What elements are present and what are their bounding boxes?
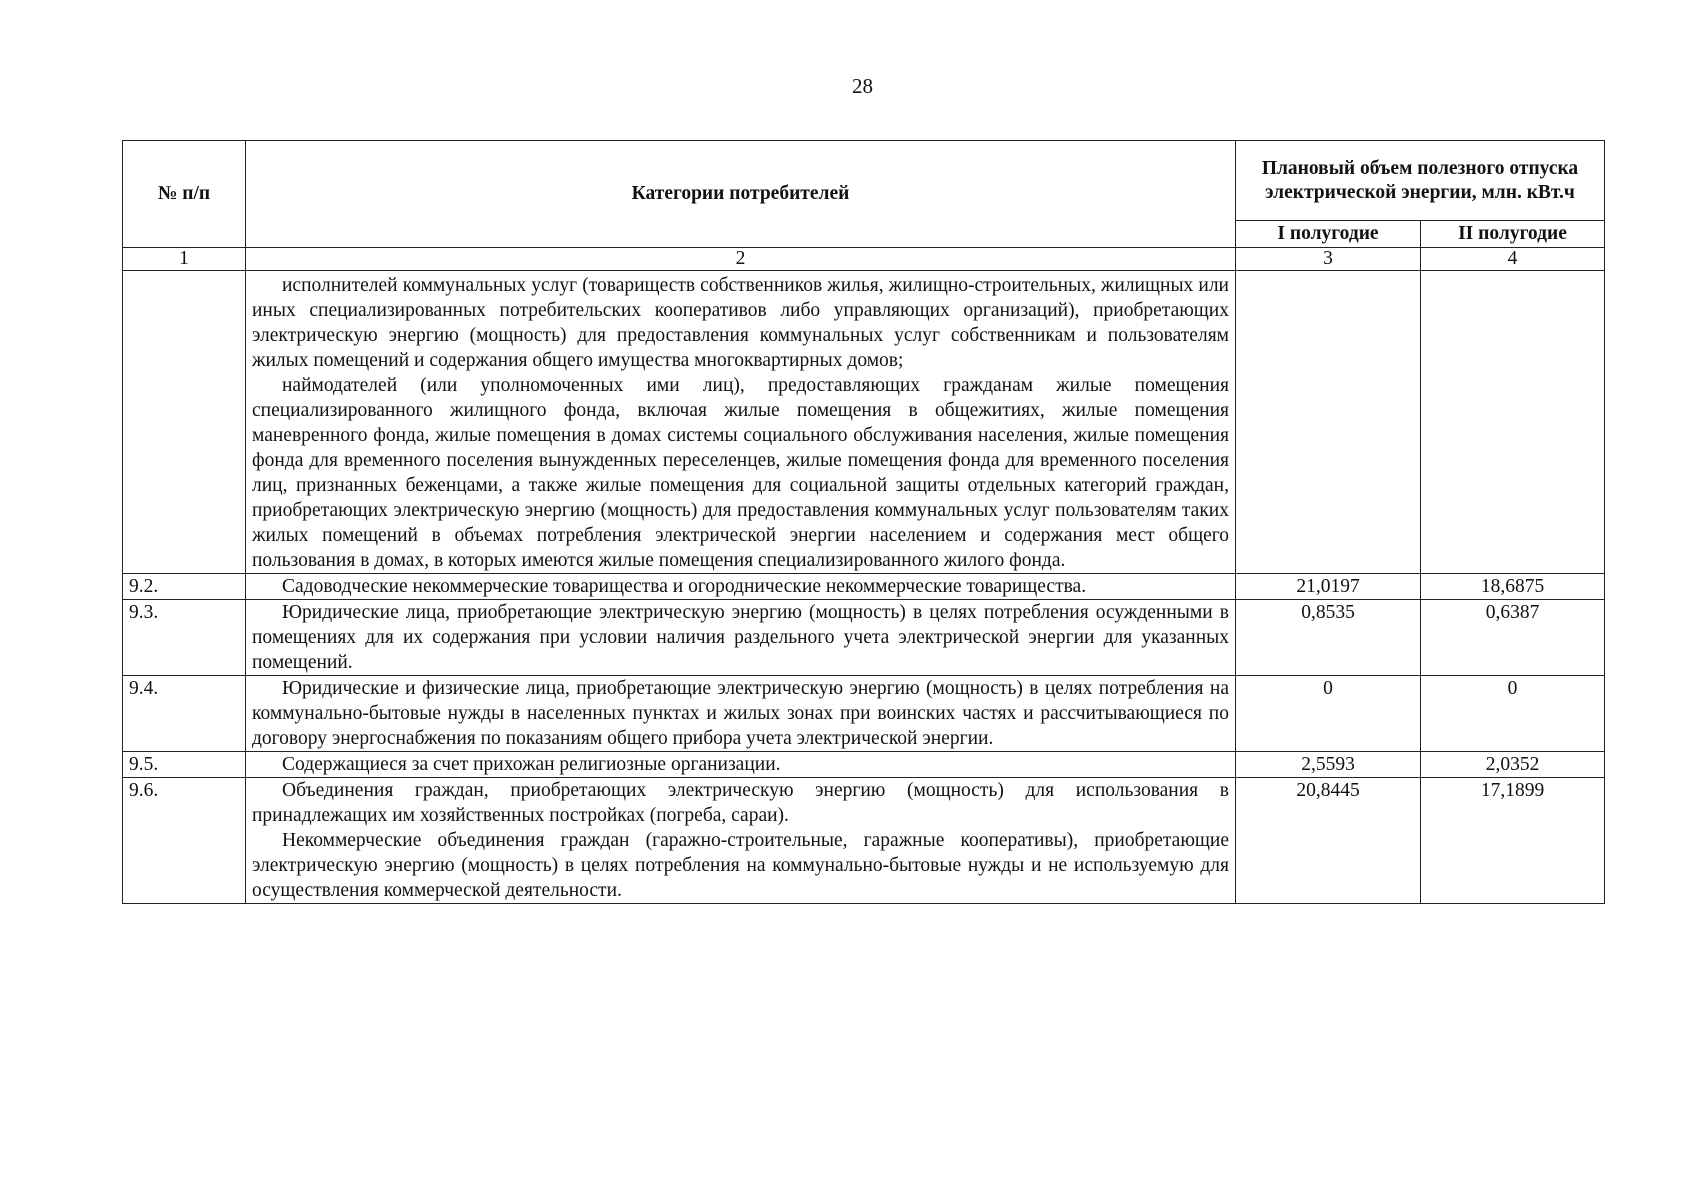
row-num (123, 271, 246, 574)
row-num: 9.2. (123, 574, 246, 600)
row-value-half2: 2,0352 (1421, 752, 1605, 778)
row-value-half1: 21,0197 (1236, 574, 1421, 600)
row-paragraph: Объединения граждан, приобретающих электрическую энергию (мощность) для использования в принадлежащих им хозяйственных постройках (погреба, сараи). (252, 780, 1229, 826)
row-value-half2 (1421, 271, 1605, 574)
header-num: № п/п (123, 141, 246, 248)
row-description (246, 778, 1236, 904)
row-num: 9.6. (123, 778, 246, 904)
row-description (246, 752, 1236, 778)
table-row (123, 752, 1605, 778)
row-paragraph: наймодателей (или уполномоченных ими лиц), предоставляющих гражданам жилые помещения специализированного жилищного фонда, включая жилые помещения в общежитиях, жилые помещения маневренного фонда, жилые помещения в домах системы социального обслуживания населения, жилые помещения фонда для временного поселения вынужденных переселенцев, жилые помещения фонда для временного поселения лиц, признанных беженцами, а также жилые помещения для социальной защиты отдельных категорий граждан, приобретающих электрическую энергию (мощность) для предоставления коммунальных услуг пользователям таких жилых помещений в объемах потребления электрической энергии населением и содержания мест общего пользования в домах, в которых имеются жилые помещения специализированного жилого фонда. (252, 375, 1229, 571)
header-category: Категории потребителей (246, 141, 1236, 248)
column-number: 2 (246, 248, 1236, 271)
row-value-half2: 17,1899 (1421, 778, 1605, 904)
row-paragraph: Юридические лица, приобретающие электрическую энергию (мощность) в целях потребления осужденными в помещениях для их содержания при условии наличия раздельного учета электрической энергии для указанных помещений. (252, 602, 1229, 673)
table-row (123, 676, 1605, 752)
table-row (123, 778, 1605, 904)
row-paragraph: Юридические и физические лица, приобретающие электрическую энергию (мощность) в целях потребления на коммунально-бытовые нужды в населенных пунктах и жилых зонах при воинских частях и рассчитывающиеся по договору энергоснабжения по показаниям общего прибора учета электрической энергии. (252, 678, 1229, 749)
row-description (246, 574, 1236, 600)
column-number-row (123, 248, 1605, 271)
row-description (246, 676, 1236, 752)
row-num: 9.4. (123, 676, 246, 752)
row-value-half2: 0,6387 (1421, 600, 1605, 676)
row-value-half2: 18,6875 (1421, 574, 1605, 600)
header-half1: I полугодие (1236, 221, 1421, 248)
row-description (246, 600, 1236, 676)
column-number: 4 (1421, 248, 1605, 271)
row-value-half2: 0 (1421, 676, 1605, 752)
table-row (123, 600, 1605, 676)
row-paragraph: Садоводческие некоммерческие товарищества и огороднические некоммерческие товарищества. (282, 576, 1087, 597)
row-value-half1: 2,5593 (1236, 752, 1421, 778)
row-num: 9.5. (123, 752, 246, 778)
column-number: 3 (1236, 248, 1421, 271)
row-value-half1: 0 (1236, 676, 1421, 752)
consumer-categories-table (122, 140, 1605, 904)
row-description (246, 271, 1236, 574)
row-paragraph: Некоммерческие объединения граждан (гаражно-строительные, гаражные кооперативы), приобретающие электрическую энергию (мощность) в целях потребления на коммунально-бытовые нужды и не используемую для осуществления коммерческой деятельности. (252, 830, 1229, 901)
row-value-half1: 20,8445 (1236, 778, 1421, 904)
header-volume: Плановый объем полезного отпуска электрической энергии, млн. кВт.ч (1236, 141, 1605, 221)
table-row (123, 271, 1605, 574)
row-num: 9.3. (123, 600, 246, 676)
row-paragraph: Содержащиеся за счет прихожан религиозные организации. (282, 754, 781, 775)
row-paragraph: исполнителей коммунальных услуг (товариществ собственников жилья, жилищно-строительных, жилищных или иных специализированных потребительских кооперативов либо управляющих организаций), приобретающих электрическую энергию (мощность) для предоставления коммунальных услуг собственникам и пользователям жилых помещений и содержания общего имущества многоквартирных домов; (252, 275, 1229, 371)
row-value-half1: 0,8535 (1236, 600, 1421, 676)
page-number: 28 (852, 74, 873, 98)
row-value-half1 (1236, 271, 1421, 574)
header-half2: II полугодие (1421, 221, 1605, 248)
table-row (123, 574, 1605, 600)
column-number: 1 (123, 248, 246, 271)
